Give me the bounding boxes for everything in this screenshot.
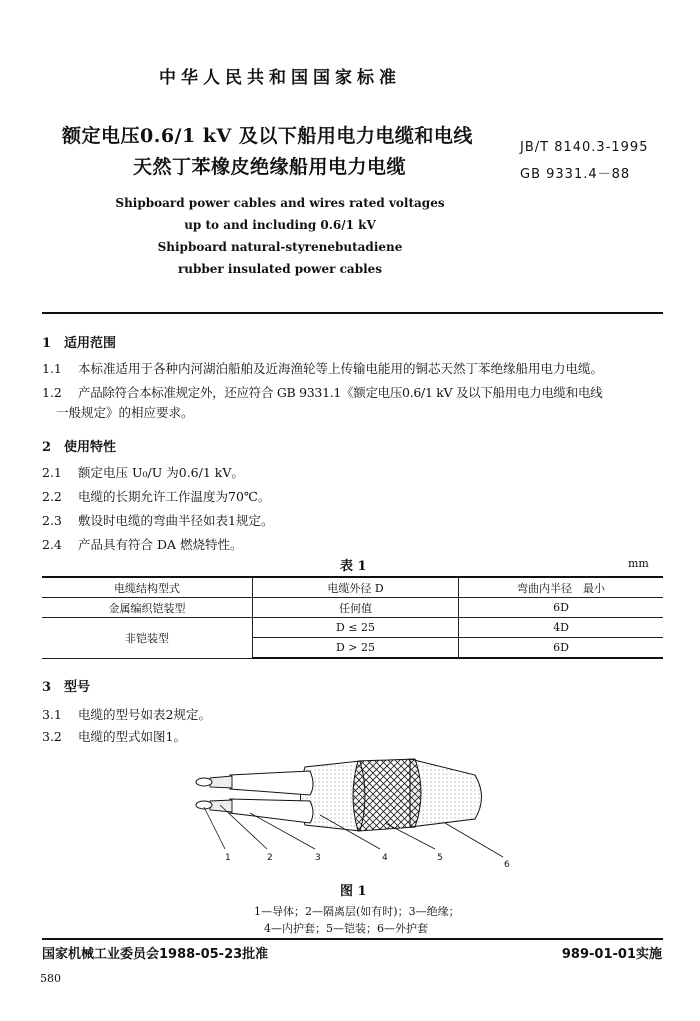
page-number: 580 <box>40 972 61 985</box>
standard-number-jb: JB/T 8140.3-1995 <box>520 140 649 155</box>
clause-text: 产品具有符合 DA 燃烧特性。 <box>78 537 243 552</box>
table-header-cell: 弯曲内半径 最小 <box>459 577 664 598</box>
conductor-upper <box>196 778 212 786</box>
figure-label-6: 6 <box>504 860 510 870</box>
table-cell: D > 25 <box>253 638 459 659</box>
section-2-heading: 2 使用特性 <box>42 440 117 455</box>
clause-number: 2.2 <box>42 489 62 504</box>
table-unit: mm <box>628 557 649 570</box>
header-divider <box>42 312 663 314</box>
separator-layer-upper <box>210 776 232 788</box>
table-cell: D ≤ 25 <box>253 618 459 638</box>
table-cell: 任何值 <box>253 598 459 618</box>
clause-number: 1.2 <box>42 385 62 400</box>
figure-caption: 图 1 <box>340 884 367 899</box>
table-cell: 6D <box>459 638 664 659</box>
figure-legend-line-1: 1—导体；2—隔离层(如有时)；3—绝缘； <box>254 905 460 918</box>
clause-text-continued: 一般规定》的相应要求。 <box>56 405 194 420</box>
table-header-cell: 电缆外径 D <box>253 577 459 598</box>
table-header-cell: 电缆结构型式 <box>42 577 253 598</box>
clause-text: 本标准适用于各种内河湖泊船舶及近海渔轮等上传输电能用的铜芯天然丁苯绝缘船用电力电缆。 <box>78 361 604 376</box>
clause-text: 产品除符合本标准规定外，还应符合 GB 9331.1《额定电压0.6/1 kV 及以下船用电力电缆和电线 <box>78 385 603 400</box>
document-title-line-2: 天然丁苯橡皮绝缘船用电力电缆 <box>133 156 407 178</box>
figure-label-3: 3 <box>315 853 321 863</box>
table-cell: 6D <box>459 598 664 618</box>
clause-number: 3.2 <box>42 729 62 744</box>
table-row <box>42 618 663 638</box>
table-cell: 金属编织铠装型 <box>42 598 253 618</box>
clause-text: 电缆的型式如图1。 <box>78 729 186 744</box>
clause-text: 电缆的型号如表2规定。 <box>78 707 211 722</box>
insulated-core-lower <box>230 799 313 823</box>
clause-text: 敷设时电缆的弯曲半径如表1规定。 <box>78 513 274 528</box>
table-row <box>42 598 663 618</box>
table-title: 表 1 <box>340 559 367 574</box>
country-standard-title: 中华人民共和国国家标准 <box>159 68 401 88</box>
table-cell: 4D <box>459 618 664 638</box>
clause-number: 1.1 <box>42 361 62 376</box>
clause-number: 3.1 <box>42 707 62 722</box>
clause-text: 电缆的长期允许工作温度为70℃。 <box>78 489 271 504</box>
section-1-heading: 1 适用范围 <box>42 336 117 351</box>
english-title-line-3: Shipboard natural-styrenebutadiene <box>157 240 403 254</box>
insulated-core-upper <box>230 771 313 795</box>
figure-label-5: 5 <box>437 853 443 863</box>
figure-label-1: 1 <box>225 853 231 863</box>
implementation-date: 989-01-01实施 <box>561 947 662 962</box>
bending-radius-table <box>42 576 663 659</box>
table-cell: 非铠装型 <box>42 618 253 659</box>
section-3-heading: 3 型号 <box>42 680 91 695</box>
figure-label-4: 4 <box>382 853 388 863</box>
figure-label-2: 2 <box>267 853 273 863</box>
figure-legend-line-2: 4—内护套；5—铠装；6—外护套 <box>264 922 428 935</box>
clause-text: 额定电压 U₀/U 为0.6/1 kV。 <box>78 465 244 480</box>
cable-structure-figure <box>170 745 530 870</box>
standard-number-gb: GB 9331.4－88 <box>520 167 631 182</box>
footer-divider <box>42 938 663 940</box>
clause-number: 2.1 <box>42 465 62 480</box>
clause-number: 2.3 <box>42 513 62 528</box>
table-header-row <box>42 577 663 598</box>
document-title-line-1: 额定电压0.6/1 kV 及以下船用电力电缆和电线 <box>62 125 473 147</box>
clause-number: 2.4 <box>42 537 62 552</box>
approval-info: 国家机械工业委员会1988-05-23批准 <box>42 947 269 962</box>
english-title-line-4: rubber insulated power cables <box>177 262 383 276</box>
english-title-line-1: Shipboard power cables and wires rated voltages <box>115 196 445 210</box>
english-title-line-2: up to and including 0.6/1 kV <box>184 218 376 232</box>
